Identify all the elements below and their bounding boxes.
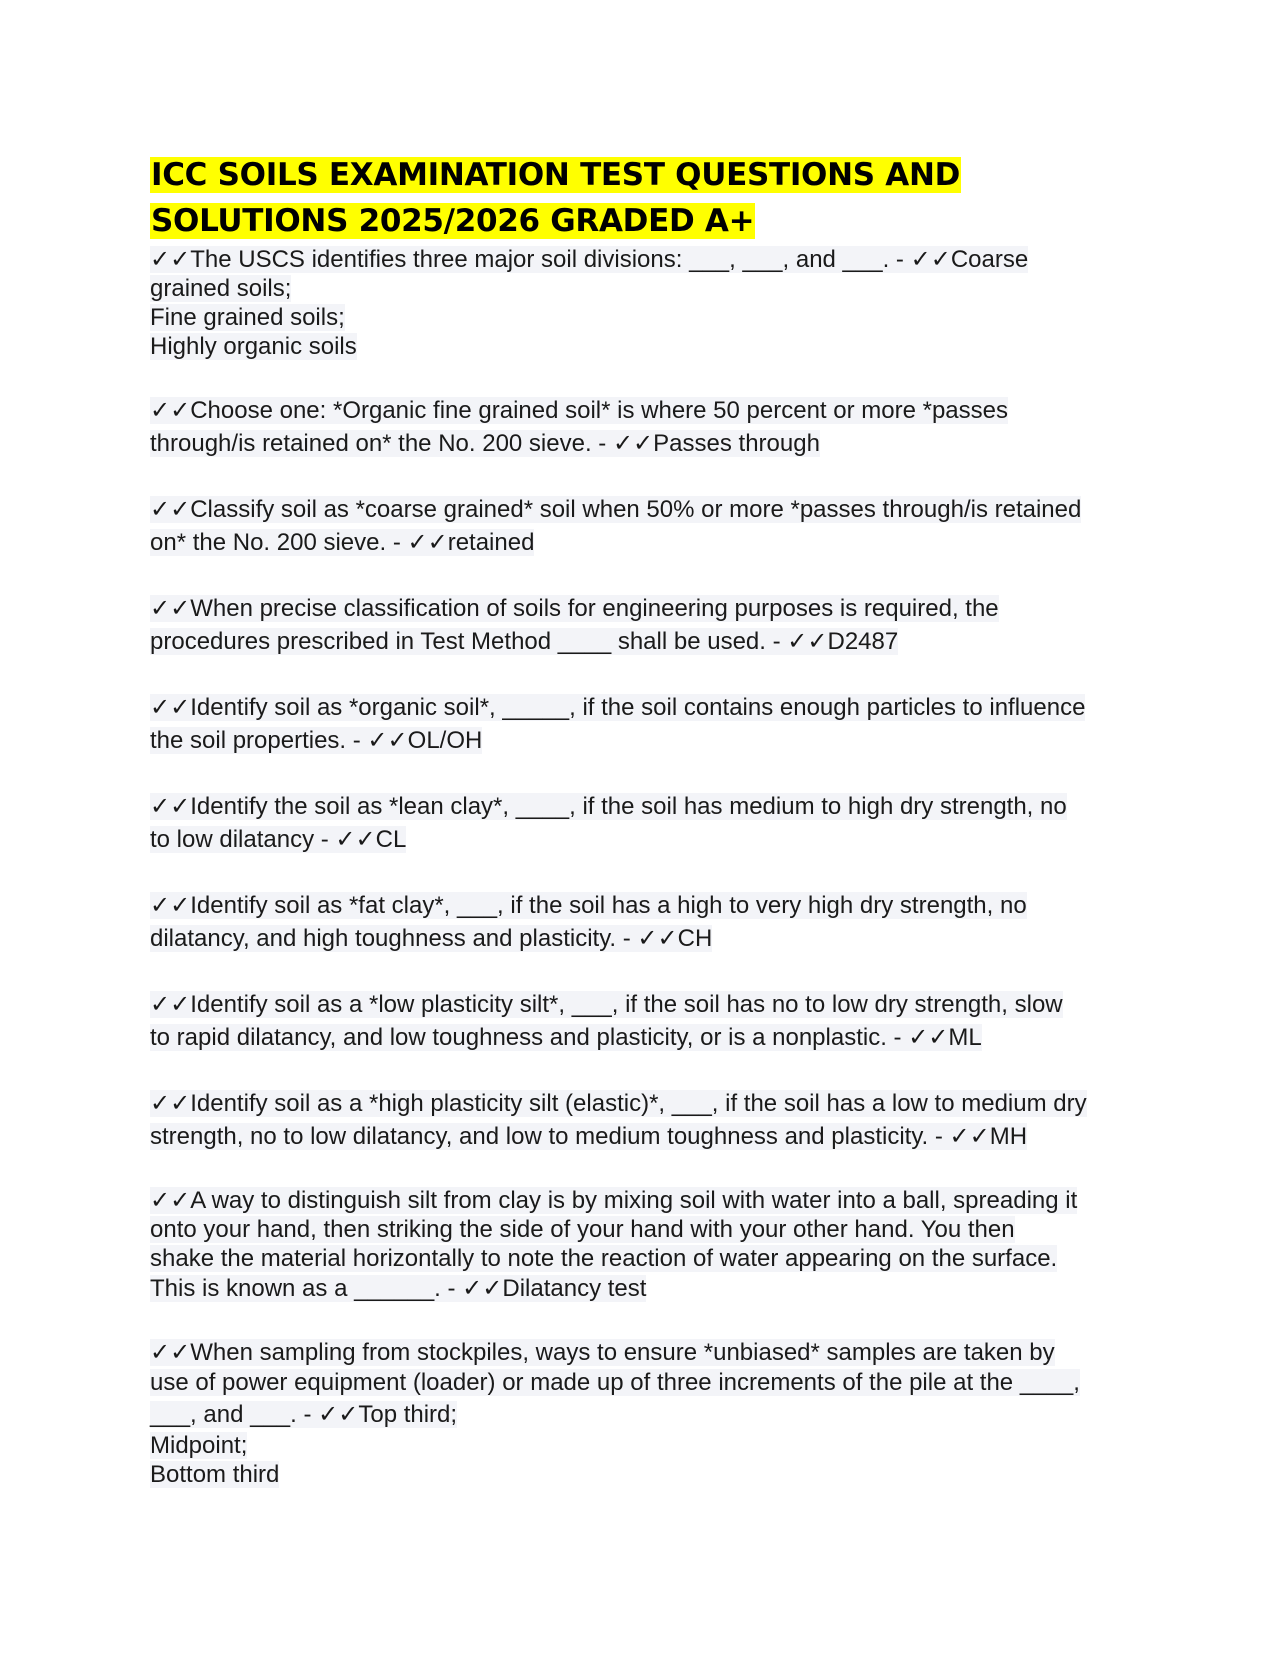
qa-item-7 [150, 889, 1140, 955]
qa-item-4 [150, 592, 1140, 658]
qa-line: use of power equipment (loader) or made up of three increments of the pile at the ____, [150, 1369, 1080, 1396]
qa-item-11 [150, 1338, 1140, 1489]
qa-line: ✓✓Identify soil as *fat clay*, ___, if the soil has a high to very high dry strength, no [150, 892, 1027, 919]
qa-line: onto your hand, then striking the side of your hand with your other hand. You then [150, 1216, 1015, 1243]
qa-line: on* the No. 200 sieve. - ✓✓retained [150, 529, 535, 556]
qa-list [150, 245, 1140, 1489]
qa-line: ✓✓Identify the soil as *lean clay*, ____, if the soil has medium to high dry strength, no [150, 793, 1067, 820]
qa-line: ✓✓Identify soil as a *low plasticity silt*, ___, if the soil has no to low dry strength, slow [150, 991, 1063, 1018]
qa-line: dilatancy, and high toughness and plasticity. - ✓✓CH [150, 925, 713, 952]
qa-line: Bottom third [150, 1461, 280, 1488]
qa-item-6 [150, 790, 1140, 856]
qa-item-9 [150, 1087, 1140, 1153]
title-line-1: ICC SOILS EXAMINATION TEST QUESTIONS AND [151, 157, 961, 193]
qa-line: ✓✓When sampling from stockpiles, ways to ensure *unbiased* samples are taken by [150, 1339, 1055, 1366]
qa-item-10 [150, 1186, 1140, 1305]
qa-line: the soil properties. - ✓✓OL/OH [150, 727, 483, 754]
qa-line: Midpoint; [150, 1432, 248, 1459]
document-page [150, 152, 1140, 1522]
qa-line: ✓✓A way to distinguish silt from clay is by mixing soil with water into a ball, spreading it [150, 1187, 1078, 1214]
qa-line: strength, no to low dilatancy, and low to medium toughness and plasticity. - ✓✓MH [150, 1123, 1028, 1150]
qa-line: through/is retained on* the No. 200 sieve. - ✓✓Passes through [150, 430, 820, 457]
qa-line: to rapid dilatancy, and low toughness and plasticity, or is a nonplastic. - ✓✓ML [150, 1024, 982, 1051]
qa-item-3 [150, 493, 1140, 559]
qa-line: shake the material horizontally to note the reaction of water appearing on the surface. [150, 1245, 1058, 1272]
qa-line: ✓✓The USCS identifies three major soil divisions: ___, ___, and ___. - ✓✓Coarse [150, 246, 1029, 273]
qa-line: This is known as a ______. - ✓✓Dilatancy test [150, 1275, 647, 1302]
qa-item-2 [150, 394, 1140, 460]
title-line-2: SOLUTIONS 2025/2026 GRADED A+ [151, 203, 755, 239]
qa-line: grained soils; [150, 275, 292, 302]
qa-line: procedures prescribed in Test Method ____ shall be used. - ✓✓D2487 [150, 628, 899, 655]
qa-line: ✓✓When precise classification of soils for engineering purposes is required, the [150, 595, 999, 622]
qa-item-5 [150, 691, 1140, 757]
document-title [150, 152, 1140, 244]
qa-item-1 [150, 245, 1140, 361]
qa-line: to low dilatancy - ✓✓CL [150, 826, 407, 853]
qa-line: Fine grained soils; [150, 304, 345, 331]
qa-line: ✓✓Classify soil as *coarse grained* soil when 50% or more *passes through/is retained [150, 496, 1082, 523]
qa-item-8 [150, 988, 1140, 1054]
qa-line: ___, and ___. - ✓✓Top third; [150, 1401, 458, 1428]
qa-line: Highly organic soils [150, 333, 357, 360]
qa-line: ✓✓Choose one: *Organic fine grained soil* is where 50 percent or more *passes [150, 397, 1008, 424]
qa-line: ✓✓Identify soil as *organic soil*, _____, if the soil contains enough particles to influence [150, 694, 1086, 721]
qa-line: ✓✓Identify soil as a *high plasticity silt (elastic)*, ___, if the soil has a low to medium dry [150, 1090, 1087, 1117]
